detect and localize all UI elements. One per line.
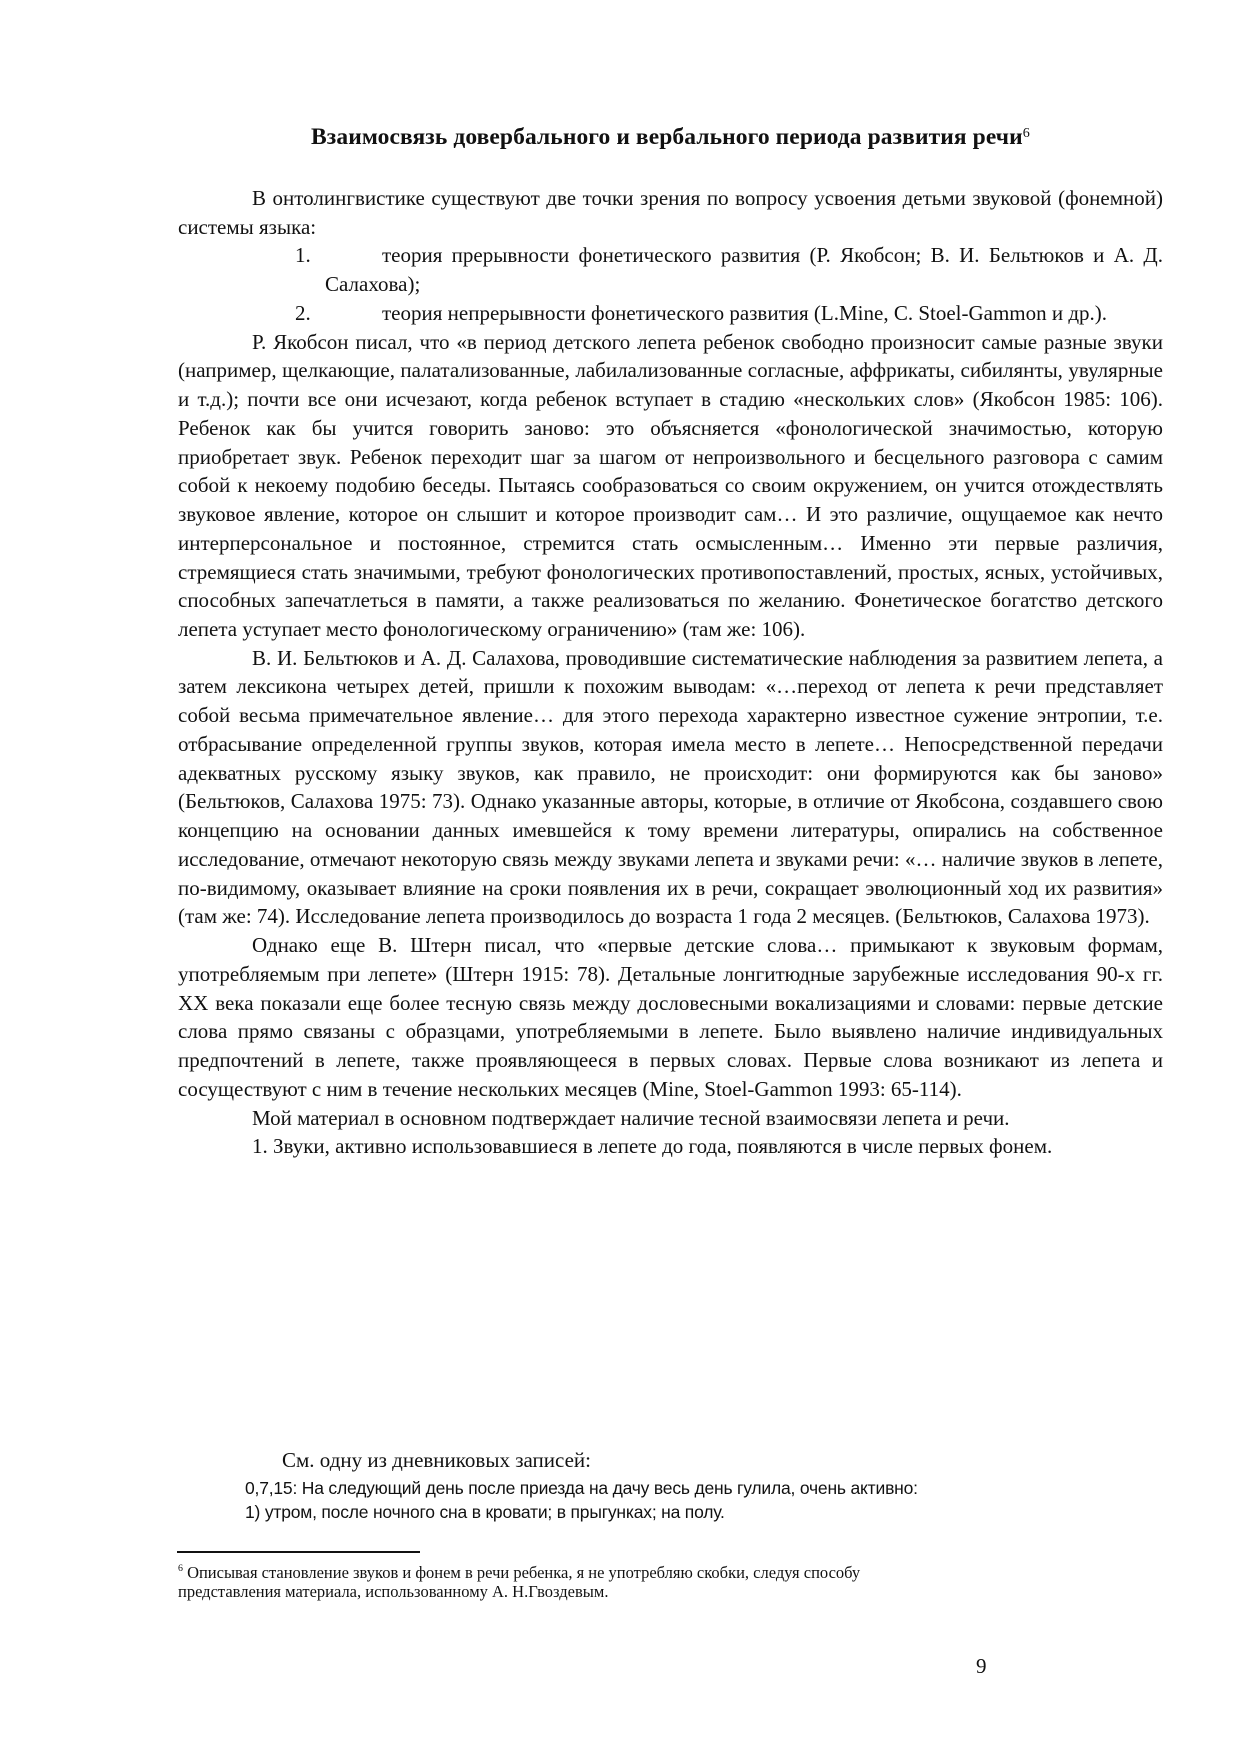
- footnote-divider: [177, 1551, 420, 1553]
- title-footnote-ref: 6: [1022, 125, 1030, 141]
- footnote-line: представления материала, использованному А. Н.Гвоздевым.: [178, 1582, 609, 1601]
- paragraph-my-material: Мой материал в основном подтверждает наличие тесной взаимосвязи лепета и речи.: [252, 1105, 1010, 1130]
- paragraph-stern: Однако еще В. Штерн писал, что «первые детские слова… примыкают к звуковым формам, употребляемым при лепете» (Штерн 1915: 78). Детальные лонгитюдные зарубежные исследования 90-х гг. XX века показали еще более тесную связь между дословесными вокализациями и словами: первые детские слова прямо связаны с образцами, употребляемыми в лепете. Было выявлено наличие индивидуальных предпочтений в лепете, также проявляющееся в первых словах. Первые слова возникают из лепета и сосуществуют с ним в течение нескольких месяцев (Mine, Stoel-Gammon 1993: 65-114).: [178, 933, 1163, 1101]
- list-item: [178, 241, 1163, 298]
- diary-entry: [245, 1476, 918, 1524]
- list-number: 2.: [295, 300, 311, 325]
- footnote-mark: 6: [178, 1563, 183, 1574]
- page-title: [178, 122, 1163, 152]
- paragraph-point-1: 1. Звуки, активно использовавшиеся в лепете до года, появляются в числе первых фонем.: [252, 1134, 1053, 1159]
- list-item: [178, 299, 1163, 328]
- paragraph-jakobson: Р. Якобсон писал, что «в период детского лепета ребенок свободно произносит самые разные звуки (например, щелкающие, палатализованные, лабилализованные согласные, аффрикаты, сибилянты, увулярные и т.д.); почти все они исчезают, когда ребенок вступает в стадию «нескольких слов» (Якобсон 1985: 106). Ребенок как бы учится говорить заново: это объясняется «фонологической значимостью, которую приобретает звук. Ребенок переходит шаг за шагом от непроизвольного и бесцельного разговора с самим собой к некоему подобию беседы. Пытаясь сообразоваться со своим окружением, он учится отождествлять звуковое явление, которое он слышит и которое производит сам… И это различие, ощущаемое как нечто интерперсональное и постоянное, стремится стать осмысленным… Именно эти первые различия, стремящиеся стать значимыми, требуют фонологических противопоставлений, простых, ясных, устойчивых, способных запечатлеться в памяти, а также реализоваться по желанию. Фонетическое богатство детского лепета уступает место фонологическому ограничению» (там же: 106).: [178, 329, 1163, 642]
- title-text: Взаимосвязь довербального и вербального периода развития речи: [311, 124, 1023, 150]
- body-text: [178, 184, 1163, 1161]
- list-text: теория прерывности фонетического развития (Р. Якобсон; В. И. Бельтюков и А. Д. Салахова);: [325, 243, 1163, 297]
- paragraph-beltyukov: В. И. Бельтюков и А. Д. Салахова, проводившие систематические наблюдения за развитием лепета, а затем лексикона четырех детей, пришли к похожим выводам: «…переход от лепета к речи представляет собой весьма примечательное явление… для этого перехода характерно известное сужение энтропии, т.е. отбрасывание определенной группы звуков, которая имела место в лепете… Непосредственной передачи адекватных русскому языку звуков, как правило, не происходит: они формируются как бы заново» (Бельтюков, Салахова 1975: 73). Однако указанные авторы, которые, в отличие от Якобсона, создавшего свою концепцию на основании данных имевшейся к тому времени литературы, опирались на собственное исследование, отмечают некоторую связь между звуками лепета и звуками речи: «… наличие звуков в лепете, по-видимому, оказывает влияние на сроки появления их в речи, сокращает эволюционный ход их развития» (там же: 74). Исследование лепета производилось до возраста 1 года 2 месяцев. (Бельтюков, Салахова 1973).: [178, 645, 1163, 929]
- diary-line: 0,7,15: На следующий день после приезда на дачу весь день гулила, очень активно:: [245, 1478, 918, 1498]
- footnote-line-text: Описывая становление звуков и фонем в речи ребенка, я не употребляю скобки, следуя способу: [187, 1563, 861, 1582]
- footnote-line: [178, 1563, 1058, 1582]
- list-number: 1.: [295, 243, 311, 268]
- diary-line: 1) утром, после ночного сна в кровати; в прыгунках; на полу.: [245, 1502, 725, 1522]
- diary-intro: См. одну из дневниковых записей:: [282, 1448, 591, 1472]
- list-text: теория непрерывности фонетического развития (L.Mine, С. Stoel-Gammon и др.).: [382, 300, 1108, 325]
- page-number: 9: [976, 1654, 987, 1678]
- footnote: [178, 1563, 1058, 1601]
- intro-paragraph: В онтолингвистике существуют две точки зрения по вопросу усвоения детьми звуковой (фонемной) системы языка:: [178, 186, 1163, 239]
